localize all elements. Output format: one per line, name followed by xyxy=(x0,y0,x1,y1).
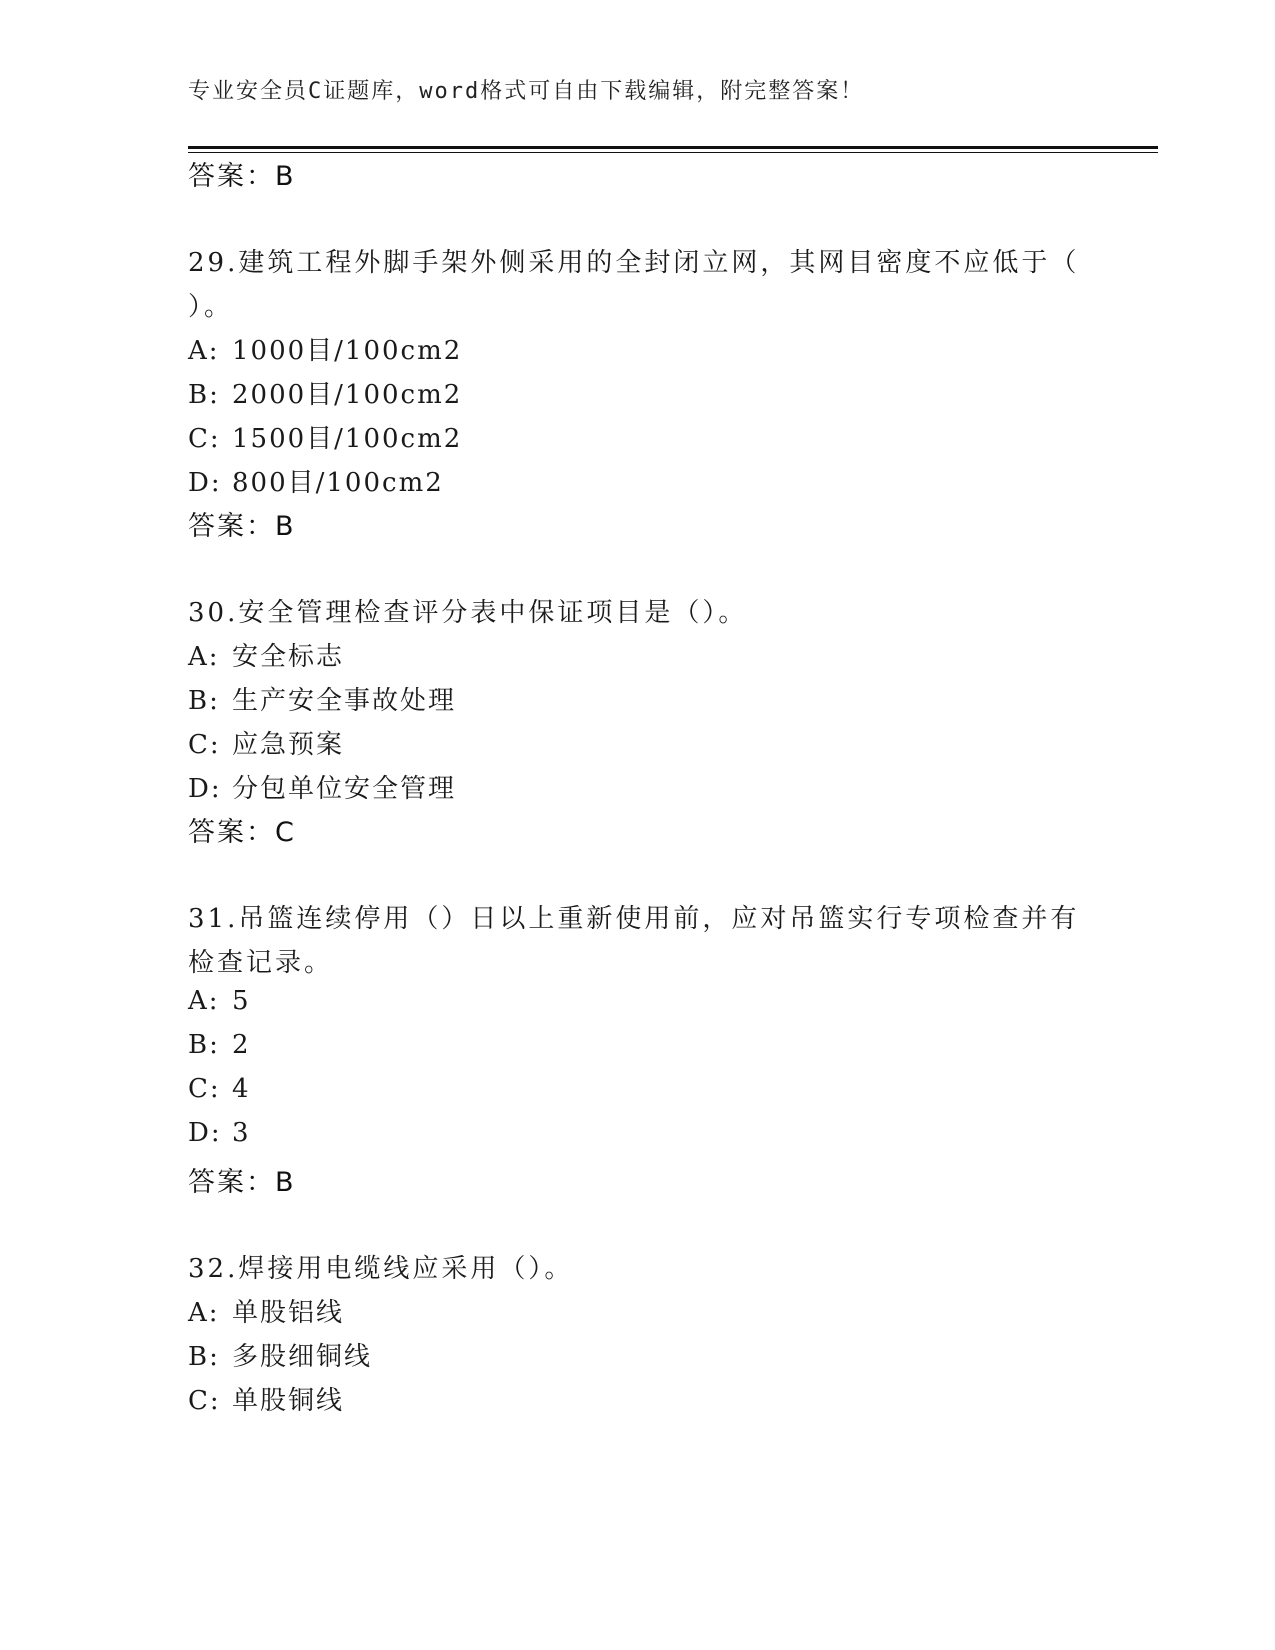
option-text: 安全标志 xyxy=(232,642,345,672)
question-32-option-c xyxy=(188,1380,344,1417)
option-label: A: xyxy=(188,1298,220,1328)
option-text: 单股铝线 xyxy=(232,1298,345,1328)
question-29-option-b xyxy=(188,374,462,411)
question-29-option-d xyxy=(188,462,444,499)
question-29-line-1: 29.建筑工程外脚手架外侧采用的全封闭立网，其网目密度不应低于（ xyxy=(188,248,1080,278)
question-29-answer: 答案：B xyxy=(188,511,296,542)
previous-answer: 答案：B xyxy=(188,161,296,192)
question-30-option-a xyxy=(188,636,344,673)
option-text: 应急预案 xyxy=(232,730,345,760)
option-label: A: xyxy=(188,336,220,366)
page-header: 专业安全员C证题库，word格式可自由下载编辑，附完整答案！ xyxy=(188,79,865,104)
question-30-option-b xyxy=(188,680,456,717)
option-label: A: xyxy=(188,642,220,672)
option-text: 多股细铜线 xyxy=(232,1342,373,1372)
option-text: 2 xyxy=(232,1030,251,1060)
option-label: D: xyxy=(188,468,222,498)
question-31-option-c xyxy=(188,1074,251,1104)
option-label: B: xyxy=(188,1030,220,1060)
option-text: 4 xyxy=(232,1074,251,1104)
question-32-option-a xyxy=(188,1292,344,1329)
option-text: 2000目/100cm2 xyxy=(232,380,463,410)
header-divider-thick xyxy=(188,146,1158,149)
question-30-line-1: 30.安全管理检查评分表中保证项目是（）。 xyxy=(188,598,748,628)
option-text: 1500目/100cm2 xyxy=(232,424,463,454)
question-31-option-d xyxy=(188,1118,251,1148)
option-label: C: xyxy=(188,424,221,454)
header-divider-thin xyxy=(188,152,1158,153)
option-label: C: xyxy=(188,1386,221,1416)
question-29-option-c xyxy=(188,418,462,455)
question-31-option-a xyxy=(188,986,251,1016)
question-30-option-d xyxy=(188,768,456,805)
option-label: A: xyxy=(188,986,220,1016)
option-label: B: xyxy=(188,686,220,716)
option-label: B: xyxy=(188,1342,220,1372)
option-text: 1000目/100cm2 xyxy=(232,336,463,366)
option-text: 800目/100cm2 xyxy=(232,468,444,498)
question-31-line-1: 31.吊篮连续停用（）日以上重新使用前，应对吊篮实行专项检查并有 xyxy=(188,904,1080,934)
question-31-option-b xyxy=(188,1030,251,1060)
question-32-line-1: 32.焊接用电缆线应采用（）。 xyxy=(188,1254,574,1284)
question-29-option-a xyxy=(188,330,462,367)
option-label: C: xyxy=(188,1074,221,1104)
option-text: 分包单位安全管理 xyxy=(232,774,457,804)
option-label: B: xyxy=(188,380,220,410)
option-label: C: xyxy=(188,730,221,760)
option-label: D: xyxy=(188,1118,222,1148)
question-31-answer: 答案：B xyxy=(188,1167,296,1198)
question-32-option-b xyxy=(188,1336,372,1373)
option-text: 生产安全事故处理 xyxy=(232,686,457,716)
option-text: 3 xyxy=(232,1118,251,1148)
question-29-line-2: ）。 xyxy=(188,292,234,322)
option-label: D: xyxy=(188,774,222,804)
option-text: 单股铜线 xyxy=(232,1386,345,1416)
option-text: 5 xyxy=(232,986,251,1016)
question-30-answer: 答案：C xyxy=(188,817,296,848)
question-31-line-2: 检查记录。 xyxy=(188,948,334,978)
question-30-option-c xyxy=(188,724,344,761)
